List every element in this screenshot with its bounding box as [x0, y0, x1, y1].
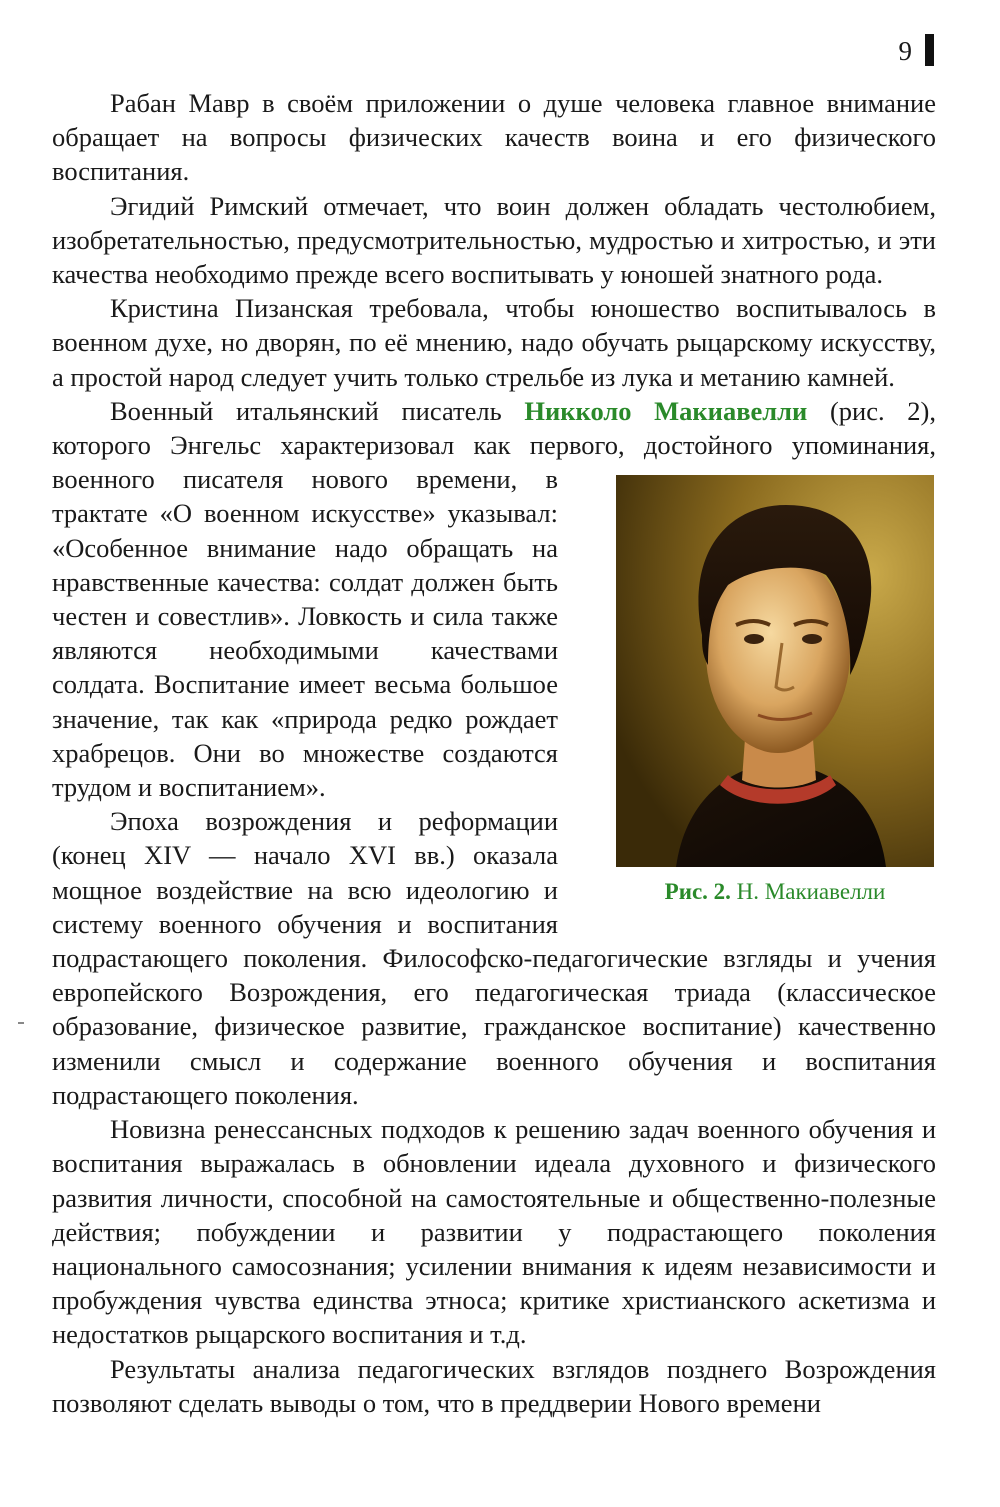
figure-caption-text: Н. Макиавелли: [736, 879, 886, 905]
paragraph-4-lead: Военный итальянский писатель: [110, 395, 502, 426]
paragraph-4: [52, 394, 936, 905]
paragraph-3: Кристина Пизанская требовала, чтобы юношество воспитывалось в военном духе, но дворян, по её мнению, надо обучать рыцарскому искусству, а простой народ следует учить только стрельбе из лука и метанию камней.: [52, 293, 936, 392]
page-number: 9: [898, 36, 912, 66]
figure-caption: [616, 877, 934, 907]
portrait-image: [616, 475, 934, 867]
paragraph-4-body-1: (рис. 2), которого Энгельс характеризовал как первого, достойного упоминания, военного писателя нового времени,: [52, 395, 936, 495]
paragraph-6: Новизна ренессансных подходов к решению задач военного обучения и воспитания выражалась в обновлении идеала духовного и физического развития личности, способной на самостоятельные и общественно-полезные действия; побуждении и развитии у подрастающего поколения национального самосознания; усилении внимания к идеям независимости и пробуждения чувства единства этноса; критике христианского аскетизма и недостатков рыцарского воспитания и т.д.: [52, 1114, 936, 1350]
paragraph-1: Рабан Мавр в своём приложении о душе человека главное внимание обращает на вопросы физических качеств воина и его физического воспитания.: [52, 88, 936, 187]
figure-caption-label: Рис. 2.: [664, 879, 731, 905]
margin-mark: [18, 1022, 24, 1024]
highlighted-name: Никколо Макиавелли: [524, 395, 808, 426]
paragraph-5: Эпоха возрождения и реформации (конец XIV — начало XVI вв.) оказала мощное воздействие на всю идеологию и систему военного обучения и воспитания подрастающего поколения. Философско-педагогические взгляды и учения европейского Возрождения, его педагогическая триада (классическое образование, физическое развитие, гражданское воспитание) качественно изменили смысл и содержание военного обучения и воспитания подрастающего поколения.: [52, 806, 936, 1110]
page-number-bar: [925, 34, 934, 66]
figure: [586, 475, 936, 907]
paragraph-7: Результаты анализа педагогических взглядов позднего Возрождения позволяют сделать выводы о том, что в преддверии Нового времени: [52, 1353, 936, 1418]
body-text: [52, 86, 936, 1420]
paragraph-4-body-2: в трактате «О военном искусстве» указывал: «Особенное внимание надо обращать на нравственные качества: солдат должен быть честен и совестлив». Ловкость и сила также являются необходимыми качествами солдата. Воспитание имеет весьма большое значение, так как «природа редко рождает храбрецов. Они во множестве создаются трудом и воспитанием».: [52, 464, 558, 803]
paragraph-2: Эгидий Римский отмечает, что воин должен обладать честолюбием, изобретательностью, предусмотрительностью, мудростью и хитростью, и эти качества необходимо прежде всего воспитывать у юношей знатного рода.: [52, 190, 936, 290]
